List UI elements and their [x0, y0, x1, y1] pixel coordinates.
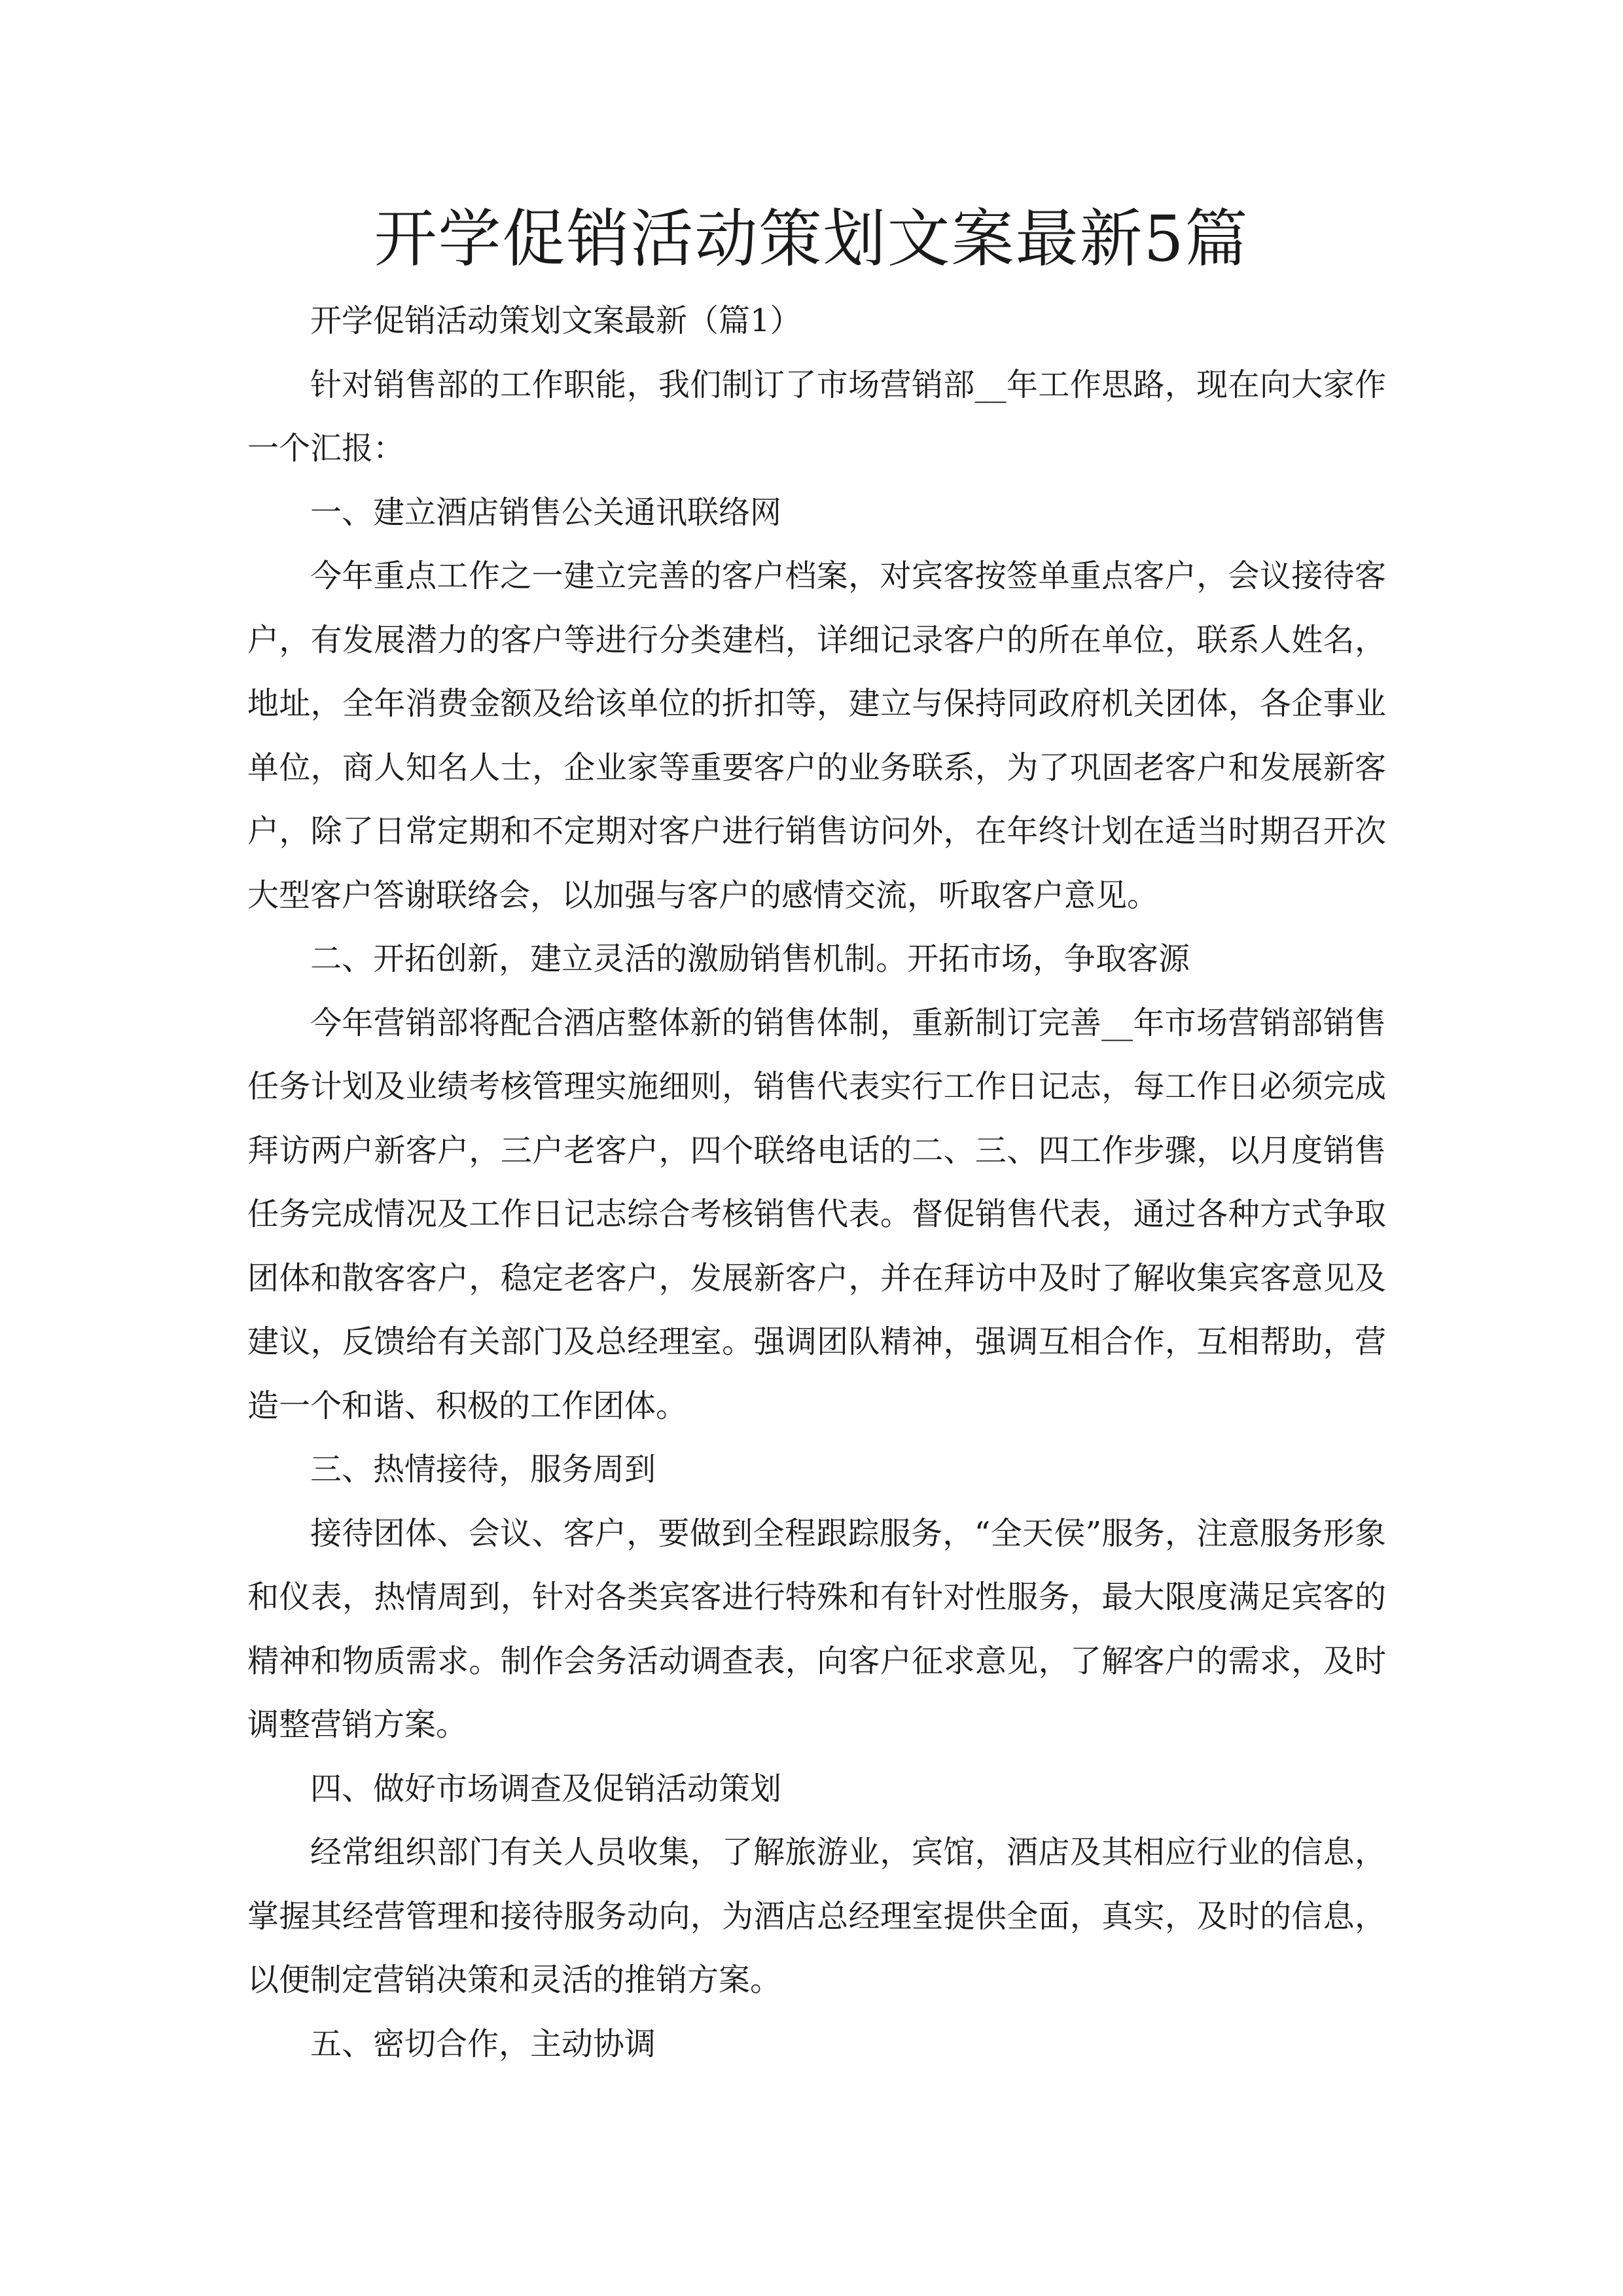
body-paragraph-1: 今年重点工作之一建立完善的客户档案，对宾客按签单重点客户，会议接待客户，有发展潜力的客户等进行分类建档，详细记录客户的所在单位，联系人姓名，地址，全年消费金额及给该单位的折扣等，建立与保持同政府机关团体，各企事业单位，商人知名人士，企业家等重要客户的业务联系，为了巩固老客户和发展新客户，除了日常定期和不定期对客户进行销售访问外，在年终计划在适当时期召开次大型客户答谢联络会，以加强与客户的感情交流，听取客户意见。 [247, 558, 1386, 914]
body-paragraph-4: 经常组织部门有关人员收集，了解旅游业，宾馆，酒店及其相应行业的信息，掌握其经营管理和接待服务动向，为酒店总经理室提供全面，真实，及时的信息，以便制定营销决策和灵活的推销方案。 [247, 1834, 1386, 1998]
document-title: 开学促销活动策划文案最新5篇 [374, 202, 1249, 276]
section-heading-3: 三、热情接待，服务周到 [310, 1451, 656, 1488]
section-heading-4: 四、做好市场调查及促销活动策划 [310, 1770, 782, 1807]
section-heading-2: 二、开拓创新，建立灵活的激励销售机制。开拓市场，争取客源 [310, 941, 1190, 977]
section-heading-1: 一、建立酒店销售公关通讯联络网 [310, 493, 782, 531]
body-paragraph-2: 今年营销部将配合酒店整体新的销售体制，重新制订完善__年市场营销部销售任务计划及业绩考核管理实施细则，销售代表实行工作日记志，每工作日必须完成拜访两户新客户，三户老客户，四个联络电话的二、三、四工作步骤，以月度销售任务完成情况及工作日记志综合考核销售代表。督促销售代表，通过各种方式争取团体和散客客户，稳定老客户，发展新客户，并在拜访中及时了解收集宾客意见及建议，反馈给有关部门及总经理室。强调团队精神，强调互相合作，互相帮助，营造一个和谐、积极的工作团体。 [247, 1004, 1386, 1424]
body-paragraph-3: 接待团体、会议、客户，要做到全程跟踪服务，“全天侯”服务，注意服务形象和仪表，热情周到，针对各类宾客进行特殊和有针对性服务，最大限度满足宾客的精神和物质需求。制作会务活动调查表，向客户征求意见，了解客户的需求，及时调整营销方案。 [247, 1515, 1386, 1743]
subtitle-paragraph: 开学促销活动策划文案最新（篇1） [310, 302, 802, 339]
document-body [247, 289, 1386, 2076]
section-heading-5: 五、密切合作，主动协调 [310, 2025, 656, 2062]
intro-paragraph: 针对销售部的工作职能，我们制订了市场营销部__年工作思路，现在向大家作一个汇报： [247, 366, 1386, 467]
